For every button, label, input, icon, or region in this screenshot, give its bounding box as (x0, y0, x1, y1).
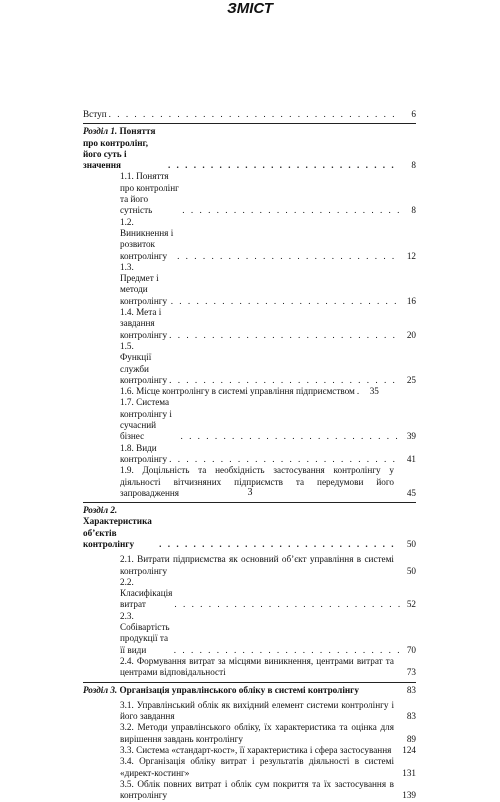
toc-entry-1-9[interactable]: 1.9. Доцільність та необхідність застосування контролінгу у діяльності вітчизняних підприємств та передумови його запровадження 45 (120, 465, 416, 498)
leader-dots (171, 296, 400, 307)
leader-dots (180, 431, 400, 442)
leader-dots (159, 539, 400, 550)
toc-entry-page: 50 (406, 538, 416, 549)
toc-entry-label: Вступ (83, 109, 107, 119)
toc-entry-3-1[interactable]: 3.1. Управлінський облік як вихідний елемент системи контролінгу і його завдання 83 (120, 699, 416, 722)
section-divider (83, 123, 416, 124)
toc-entry-3-2[interactable]: 3.2. Методи управлінського обліку, їх характеристика та оцінка для вирішення завдань контролінгу 89 (120, 722, 416, 744)
toc-entry-2-3[interactable]: 2.3. Собівартість продукції та її види . . . 70 (83, 611, 416, 656)
section-divider (83, 502, 416, 503)
toc-entry-page: 6 (411, 109, 416, 119)
section-title: Поняття про контролінг, його суть і значення (83, 126, 156, 171)
leader-dots (109, 109, 400, 120)
toc-entry-3-4[interactable]: 3.4. Організація обліку витрат і результатів діяльності в системі «директ-костинг» 131 (120, 756, 416, 778)
toc-entry-page: 8 (411, 160, 416, 171)
toc-entry-3-3[interactable]: 3.3. Система «стандарт-кост», її характеристика і сфера застосування 124 (120, 745, 416, 756)
toc-entry-1-2[interactable]: 1.2. Виникнення і розвиток контролінгу . . . 12 (83, 217, 416, 262)
toc-entry-2-4[interactable]: 2.4. Формування витрат за місцями виникнення, центрами витрат та центрами відповідальності 73 (120, 655, 416, 678)
toc-entry-page: 83 (406, 684, 416, 695)
section-title: Організація управлінського обліку в системі контролінгу (119, 684, 359, 695)
leader-dots (168, 160, 400, 171)
toc-entry-1-8[interactable]: 1.8. Види контролінгу . . . 41 (83, 443, 416, 466)
page-number: 3 (247, 487, 253, 498)
leader-dots (169, 375, 400, 386)
leader-dots (177, 251, 400, 262)
leader-dots (174, 645, 400, 656)
toc-entry-2-2[interactable]: 2.2. Класифікація витрат . . . 52 (83, 577, 416, 611)
toc-section-3[interactable] (83, 685, 416, 696)
toc-entry-1-3[interactable]: 1.3. Предмет і методи контролінгу . . . 16 (83, 262, 416, 307)
section-prefix: Розділ 3. (83, 684, 118, 695)
leader-dots (169, 330, 400, 341)
table-of-contents (83, 109, 416, 802)
toc-entry-1-4[interactable]: 1.4. Мета і завдання контролінгу . . . 20 (83, 307, 416, 341)
toc-entry-1-5[interactable]: 1.5. Функції служби контролінгу . . . 25 (83, 341, 416, 386)
leader-dots (169, 454, 400, 465)
toc-entry-intro[interactable] (83, 109, 416, 120)
toc-entry-1-6[interactable]: 1.6. Місце контролінгу в системі управління підприємством . . . 35 (83, 386, 416, 397)
section-divider (83, 682, 416, 683)
section-prefix: Розділ 1. (83, 126, 118, 137)
toc-section-1[interactable] (83, 126, 416, 171)
toc-entry-1-1[interactable]: 1.1. Поняття про контролінг та його сутність . . . 8 (83, 171, 416, 216)
section-title: Характеристика об’єктів контролінгу (83, 516, 152, 549)
page-title: ЗМІСТ (227, 0, 273, 17)
toc-entry-2-1[interactable]: 2.1. Витрати підприємства як основний об’єкт управління в системі контролінгу 50 (120, 554, 416, 576)
leader-dots (174, 599, 400, 610)
leader-dots (182, 205, 400, 216)
toc-section-2[interactable] (83, 505, 416, 550)
toc-entry-3-5[interactable]: 3.5. Облік повних витрат і облік сум покриття та їх застосування в контролінгу 139 (120, 778, 416, 801)
toc-entry-1-7[interactable]: 1.7. Система контролінгу і сучасний бізнес . . . 39 (83, 397, 416, 442)
section-prefix: Розділ 2. (83, 505, 118, 516)
